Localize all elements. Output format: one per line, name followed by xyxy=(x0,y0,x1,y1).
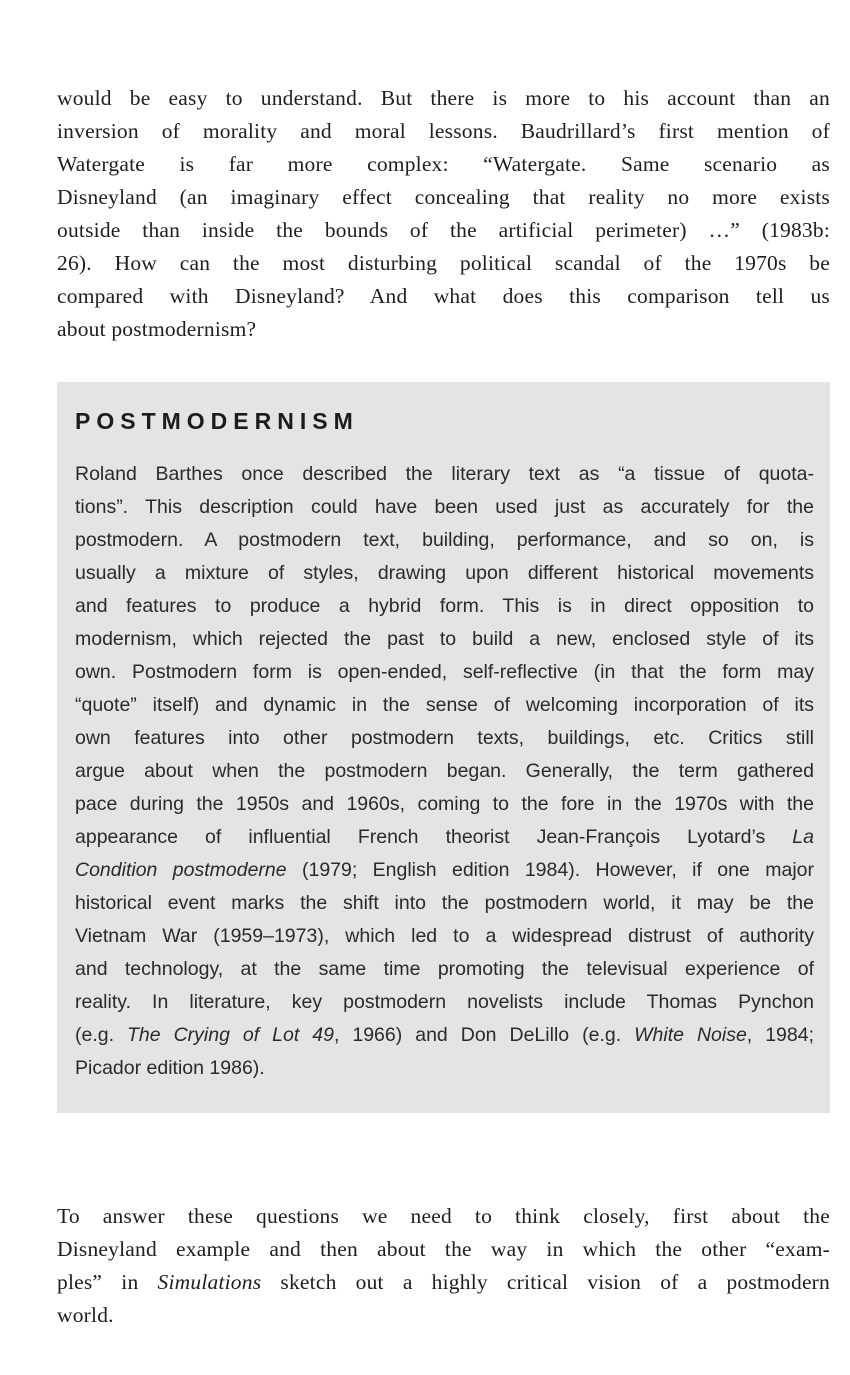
text-line: Picador edition 1986). xyxy=(75,1057,265,1079)
text-line: outside than inside the bounds of the artificial perimeter) …” (1983b: xyxy=(57,218,830,242)
text-line: (e.g. The Crying of Lot 49, 1966) and Don DeLillo (e.g. White Noise, 1984; xyxy=(75,1024,814,1046)
text-line: Watergate is far more complex: “Watergate. Same scenario as xyxy=(57,152,830,176)
text-line: ples” in Simulations sketch out a highly critical vision of a postmodern xyxy=(57,1270,830,1294)
intro-paragraph xyxy=(57,82,830,346)
text-line: own features into other postmodern texts, buildings, etc. Critics still xyxy=(75,727,814,749)
text-line: modernism, which rejected the past to build a new, enclosed style of its xyxy=(75,628,814,650)
text-line: postmodern. A postmodern text, building, performance, and so on, is xyxy=(75,529,814,551)
text-line: pace during the 1950s and 1960s, coming to the fore in the 1970s with the xyxy=(75,793,814,815)
text-line: To answer these questions we need to think closely, first about the xyxy=(57,1204,830,1228)
text-line: Disneyland (an imaginary effect concealing that reality no more exists xyxy=(57,185,830,209)
text-line: “quote” itself) and dynamic in the sense of welcoming incorporation of its xyxy=(75,694,814,716)
text-line: historical event marks the shift into the postmodern world, it may be the xyxy=(75,892,814,914)
text-line: Vietnam War (1959–1973), which led to a widespread distrust of authority xyxy=(75,925,814,947)
text-line: argue about when the postmodern began. Generally, the term gathered xyxy=(75,760,814,782)
text-line: Disneyland example and then about the way in which the other “exam- xyxy=(57,1237,830,1261)
box-title: POSTMODERNISM xyxy=(75,408,359,434)
text-line: and features to produce a hybrid form. This is in direct opposition to xyxy=(75,595,814,617)
text-line: 26). How can the most disturbing political scandal of the 1970s be xyxy=(57,251,830,275)
text-line: tions”. This description could have been used just as accurately for the xyxy=(75,496,814,518)
text-line: about postmodernism? xyxy=(57,317,257,341)
text-line: compared with Disneyland? And what does this comparison tell us xyxy=(57,284,830,308)
text-line: reality. In literature, key postmodern novelists include Thomas Pynchon xyxy=(75,991,814,1013)
text-line: usually a mixture of styles, drawing upon different historical movements xyxy=(75,562,814,584)
text-line: and technology, at the same time promoting the televisual experience of xyxy=(75,958,814,980)
text-line: world. xyxy=(57,1303,114,1327)
box-body xyxy=(75,458,814,1085)
text-line: own. Postmodern form is open-ended, self-reflective (in that the form may xyxy=(75,661,814,683)
text-line: Condition postmoderne (1979; English edition 1984). However, if one major xyxy=(75,859,814,881)
text-line: would be easy to understand. But there is more to his account than an xyxy=(57,86,830,110)
outro-paragraph xyxy=(57,1200,830,1332)
text-line: inversion of morality and moral lessons. Baudrillard’s first mention of xyxy=(57,119,830,143)
text-line: appearance of influential French theorist Jean-François Lyotard’s La xyxy=(75,826,814,848)
text-line: Roland Barthes once described the literary text as “a tissue of quota- xyxy=(75,463,814,485)
postmodernism-box xyxy=(57,382,830,1113)
